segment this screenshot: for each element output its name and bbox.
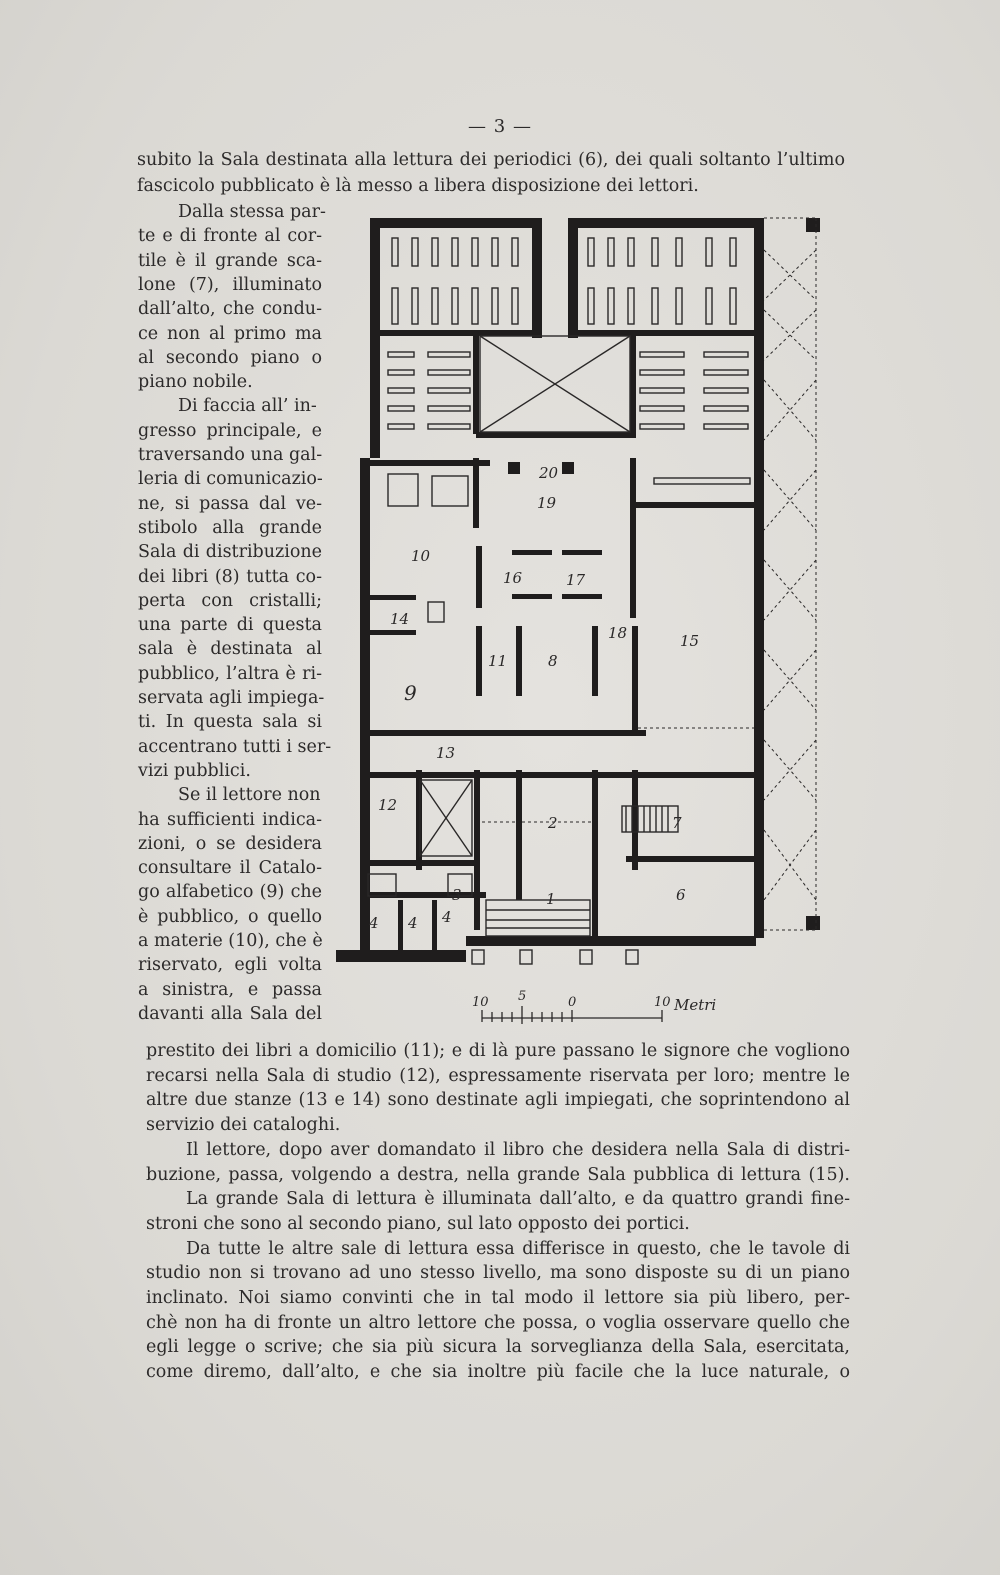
- text-line: sala è destinata al: [138, 639, 322, 660]
- text-line: Il lettore, dopo aver domandato il libro che desidera nella Sala di distri-: [186, 1139, 850, 1160]
- text-line: servizio dei cataloghi.: [146, 1115, 341, 1136]
- room-label: 12: [378, 796, 398, 814]
- text-line: egli legge o scrive; che sia più sicura la sorveglianza della Sala, esercitata,: [146, 1337, 850, 1358]
- text-line: stibolo alla grande: [138, 517, 322, 538]
- text-line: gresso principale, e: [138, 420, 322, 441]
- text-line: a materie (10), che è: [138, 931, 323, 951]
- text-line: Da tutte le altre sale di lettura essa differisce in questo, che le tavole di: [186, 1238, 850, 1259]
- text-line: riservato, egli volta: [138, 955, 322, 976]
- text-line: altre due stanze (13 e 14) sono destinate agli impiegati, che soprintendono al: [146, 1090, 850, 1111]
- scale-label: 0: [568, 995, 577, 1010]
- scale-label: 10: [472, 995, 489, 1010]
- scale-label: 10: [654, 995, 671, 1010]
- room-label: 2: [548, 814, 558, 832]
- room-label: 8: [548, 652, 558, 670]
- text-line: La grande Sala di lettura è illuminata dall’alto, e da quattro grandi fine-: [186, 1189, 850, 1210]
- room-label: 7: [672, 814, 682, 832]
- room-label: 1: [546, 890, 556, 908]
- text-line: go alfabetico (9) che: [138, 882, 322, 903]
- room-label: 20: [539, 464, 559, 482]
- text-line: vizi pubblici.: [138, 760, 251, 781]
- text-line: ce non al primo ma: [138, 323, 322, 344]
- text-line: Se il lettore non: [178, 785, 321, 806]
- text-line: una parte di questa: [138, 615, 322, 636]
- room-label: 19: [537, 494, 557, 512]
- text-line: traversando una gal-: [138, 445, 323, 465]
- text-line: consultare il Catalo-: [138, 858, 322, 879]
- text-line: inclinato. Noi siamo convinti che in tal modo il lettore sia più libero, per-: [146, 1288, 850, 1308]
- text-line: zioni, o se desidera: [138, 833, 322, 854]
- text-line: ha sufficienti indica-: [138, 809, 322, 830]
- room-label: 14: [390, 610, 410, 628]
- text-line: piano nobile.: [138, 372, 253, 393]
- text-line: chè non ha di fronte un altro lettore che possa, o voglia osservare quello che: [146, 1312, 850, 1333]
- text-line: recarsi nella Sala di studio (12), espressamente riservata per loro; mentre le: [146, 1065, 850, 1086]
- room-label: 4: [408, 914, 418, 932]
- text-line: servata agli impiega-: [138, 688, 325, 708]
- text-line: a sinistra, e passa: [138, 979, 322, 1000]
- text-line: lone (7), illuminato: [138, 274, 322, 295]
- room-label: 4: [369, 914, 379, 932]
- room-label: 13: [436, 744, 456, 762]
- text-line: subito la Sala destinata alla lettura dei periodici (6), dei quali soltanto l’ultimo: [137, 150, 845, 170]
- room-label: 10: [411, 547, 431, 565]
- text-line: al secondo piano o: [138, 347, 322, 368]
- text-line: ti. In questa sala si: [138, 712, 322, 733]
- text-line: è pubblico, o quello: [138, 906, 322, 927]
- text-line: Di faccia all’ in-: [178, 396, 317, 417]
- text-line: come diremo, dall’alto, e che sia inoltre più facile che la luce naturale, o: [146, 1362, 850, 1383]
- text-line: Dalla stessa par-: [178, 202, 326, 222]
- text-line: buzione, passa, volgendo a destra, nella grande Sala pubblica di lettura (15).: [146, 1164, 850, 1185]
- text-line: prestito dei libri a domicilio (11); e di là pure passano le signore che vogliono: [146, 1041, 850, 1061]
- room-label: 11: [488, 652, 508, 670]
- room-label: 15: [680, 632, 700, 650]
- scale-label: 5: [518, 989, 527, 1004]
- room-label: 3: [452, 886, 462, 904]
- text-line: pubblico, l’altra è ri-: [138, 663, 322, 684]
- text-line: tile è il grande sca-: [138, 250, 322, 271]
- page-number: — 3 —: [468, 116, 532, 137]
- scale-label: Metri: [674, 996, 717, 1014]
- room-label: 4: [442, 908, 452, 926]
- room-label: 6: [676, 886, 686, 904]
- room-label: 17: [566, 571, 586, 589]
- room-label: 18: [608, 624, 628, 642]
- floor-plan: [336, 210, 836, 1030]
- text-line: davanti alla Sala del: [138, 1003, 322, 1024]
- text-line: fascicolo pubblicato è là messo a libera disposizione dei lettori.: [137, 176, 699, 196]
- text-line: accentrano tutti i ser-: [138, 736, 332, 757]
- text-line: ne, si passa dal ve-: [138, 493, 322, 514]
- room-label: 16: [503, 569, 523, 587]
- text-line: dei libri (8) tutta co-: [138, 566, 322, 587]
- text-line: stroni che sono al secondo piano, sul lato opposto dei portici.: [146, 1213, 690, 1234]
- text-line: Sala di distribuzione: [138, 542, 322, 563]
- text-line: studio non si trovano ad uno stesso livello, ma sono disposte su di un piano: [146, 1263, 850, 1284]
- text-line: perta con cristalli;: [138, 590, 322, 611]
- text-line: dall’alto, che condu-: [138, 299, 322, 320]
- text-line: te e di fronte al cor-: [138, 226, 322, 247]
- text-line: leria di comunicazio-: [138, 469, 323, 490]
- room-label: 9: [404, 681, 417, 705]
